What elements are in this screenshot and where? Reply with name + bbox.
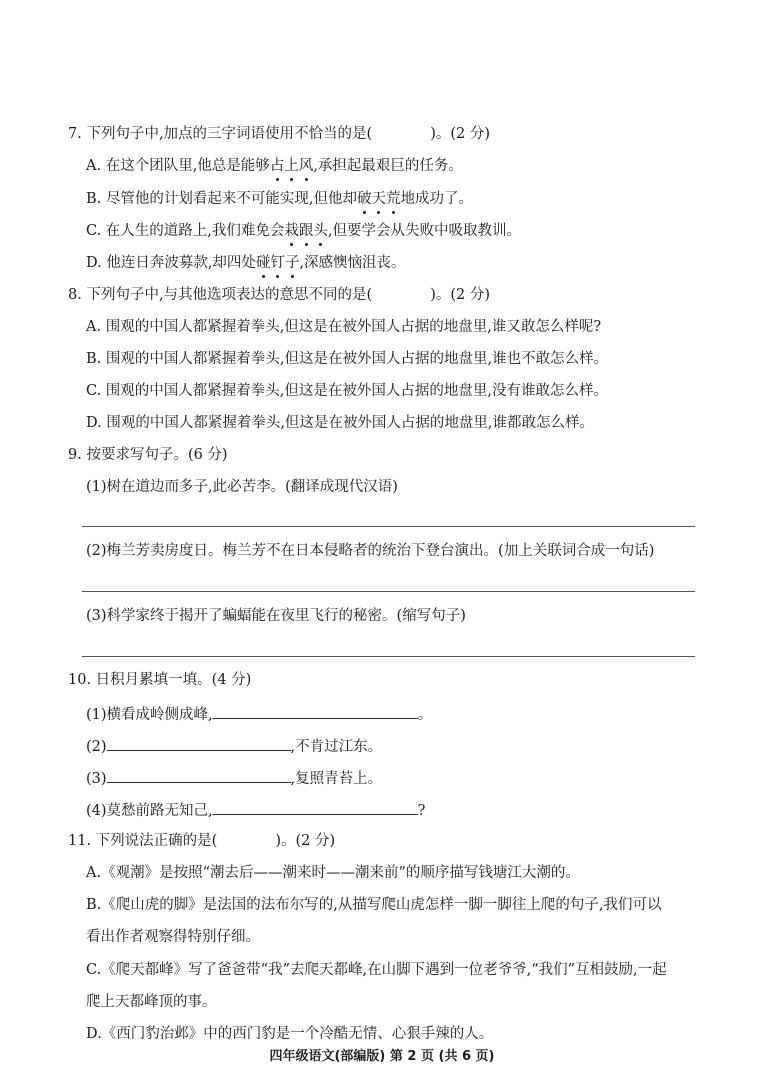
q11-option-b: B.《爬山虎的脚》是法国的法布尔写的,从描写爬山虎怎样一脚一脚往上爬的句子,我们可以 [86, 897, 662, 913]
fill-blank-4[interactable] [213, 799, 418, 815]
fill-blank-1[interactable] [213, 703, 418, 719]
dotted-word [270, 158, 314, 174]
q7-option-c [86, 221, 521, 241]
q8-option-c: C. 围观的中国人都紧握着拳头,但这是在被外国人占据的地盘里,没有谁敢怎么样。 [86, 383, 609, 399]
fill-blank-3[interactable] [107, 767, 291, 783]
fill-blank-2[interactable] [107, 735, 291, 751]
option-text: ,深感懊恼沮丧。 [299, 255, 406, 271]
q9-stem: 9. 按要求写句子。(6 分) [68, 447, 228, 463]
q10-stem: 10. 日积月累填一填。(4 分) [68, 672, 252, 688]
fill-text: ,不肯过江东。 [290, 739, 383, 755]
q11-option-b-cont: 看出作者观察得特别仔细。 [86, 929, 260, 945]
answer-line-3[interactable] [82, 656, 695, 657]
emphasis-char: 占 [269, 158, 285, 174]
dotted-word [284, 223, 328, 239]
fill-text: (3) [86, 771, 107, 787]
q9-sub-2: (2)梅兰芳卖房度日。梅兰芳不在日本侵略者的统治下登台演出。(加上关联词合成一句话) [86, 543, 655, 559]
q11-option-c-cont: 爬上天都峰顶的事。 [86, 994, 217, 1010]
fill-text: (1)横看成岭侧成峰, [86, 707, 213, 723]
fill-text: 。 [417, 707, 433, 723]
emphasis-char: 天 [371, 191, 386, 207]
q10-line-3 [86, 767, 382, 789]
emphasis-char: 荒 [385, 191, 401, 207]
dotted-word [357, 191, 401, 207]
dotted-word [256, 255, 300, 271]
q9-sub-1: (1)树在道边而多子,此必苦李。(翻译成现代汉语) [86, 479, 398, 495]
emphasis-char: 跟 [298, 223, 314, 239]
option-text: 地成功了。 [400, 191, 473, 207]
q11-stem: 11. 下列说法正确的是( )。(2 分) [68, 833, 336, 849]
answer-line-1[interactable] [82, 526, 695, 527]
emphasis-char: 栽 [284, 223, 299, 239]
option-text: B. 尽管他的计划看起来不可能实现,但他却 [86, 191, 357, 207]
emphasis-char: 破 [356, 191, 372, 207]
q8-option-d: D. 围观的中国人都紧握着拳头,但这是在被外国人占据的地盘里,谁都敢怎么样。 [86, 415, 595, 431]
q7-option-a [86, 156, 463, 176]
emphasis-char: 风 [298, 158, 314, 174]
q8-stem: 8. 下列句子中,与其他选项表达的意思不同的是( )。(2 分) [68, 287, 491, 303]
fill-text: (4)莫愁前路无知己, [86, 803, 213, 819]
q10-line-2 [86, 735, 382, 757]
q11-option-a: A.《观潮》是按照“潮去后——潮来时——潮来前”的顺序描写钱塘江大潮的。 [86, 865, 580, 881]
emphasis-char: 头 [313, 223, 328, 239]
fill-text: (2) [86, 739, 107, 755]
emphasis-char: 子 [284, 255, 300, 271]
q9-sub-3: (3)科学家终于揭开了蝙蝠能在夜里飞行的秘密。(缩写句子) [86, 608, 466, 624]
q8-option-b: B. 围观的中国人都紧握着拳头,但这是在被外国人占据的地盘里,谁也不敢怎么样。 [86, 351, 609, 367]
option-text: ,但要学会从失败中吸取教训。 [327, 223, 522, 239]
option-text: A. 在这个团队里,他总是能够 [86, 158, 270, 174]
q7-stem: 7. 下列句子中,加点的三字词语使用不恰当的是( )。(2 分) [68, 126, 491, 142]
fill-text: ? [417, 803, 426, 819]
answer-line-2[interactable] [82, 591, 695, 592]
q10-line-4 [86, 799, 425, 821]
option-text: C. 在人生的道路上,我们难免会 [86, 223, 285, 239]
q7-option-b [86, 189, 473, 209]
page-footer: 四年级语文(部编版) 第 2 页 (共 6 页) [269, 1049, 495, 1064]
emphasis-char: 上 [284, 158, 299, 174]
emphasis-char: 钉 [270, 255, 285, 271]
option-text: ,承担起最艰巨的任务。 [313, 158, 463, 174]
emphasis-char: 碰 [255, 255, 271, 271]
q8-option-a: A. 围观的中国人都紧握着拳头,但这是在被外国人占据的地盘里,谁又敢怎么样呢? [86, 319, 602, 335]
q7-option-d [86, 253, 406, 273]
q11-option-c: C.《爬天都峰》写了爸爸带“我”去爬天都峰,在山脚下遇到一位老爷爷,“我们”互相鼓励,一起 [86, 962, 667, 978]
fill-text: ,复照青苔上。 [290, 771, 383, 787]
q11-option-d: D.《西门豹治邺》中的西门豹是一个冷酷无情、心狠手辣的人。 [86, 1026, 494, 1042]
option-text: D. 他连日奔波募款,却四处 [86, 255, 256, 271]
q10-line-1 [86, 703, 432, 725]
